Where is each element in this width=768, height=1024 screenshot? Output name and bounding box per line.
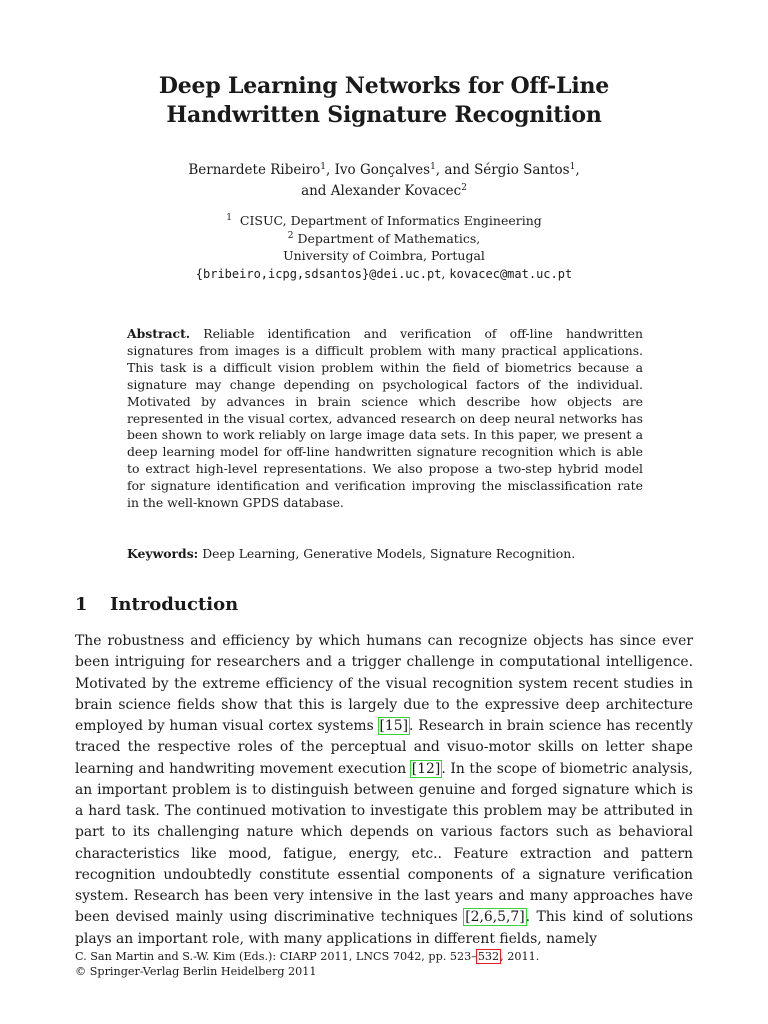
author-name: Ivo Gonçalves	[334, 162, 431, 178]
title-line-2: Handwritten Signature Recognition	[166, 102, 602, 128]
page-range-link[interactable]: 532	[477, 950, 500, 963]
keywords-text: Deep Learning, Generative Models, Signature Recognition.	[202, 546, 576, 561]
title-line-1: Deep Learning Networks for Off-Line	[158, 73, 610, 99]
affiliation-mark: 1	[320, 162, 326, 172]
abstract	[127, 326, 643, 512]
affiliation-mark: 1	[569, 162, 576, 172]
author-name: Alexander Kovacec	[330, 183, 462, 199]
citation-link[interactable]: [2,6,5,7]	[465, 909, 525, 926]
keywords	[127, 545, 643, 562]
abstract-label: Abstract.	[127, 326, 191, 341]
body-text: The robustness and efficiency by which humans can recognize objects has since ever been intriguing for researchers and a trigger challenge in computational intelligence. Motivated by the extreme efficiency of the visual recognition system recent studies in brain science fields show that this is largely due to the expressive deep architecture employed by human visual cortex systems [15]. Research in brain science has recently traced the respective roles of the perceptual and visuo-motor skills on letter shape learning and handwriting movement execution [12]. In the scope of biometric analysis, an important problem is to distinguish between genuine and forged signature which is a hard task. The continued motivation to investigate this problem may be attributed in part to its challenging nature which depends on various factors such as behavioral characteristics like mood, fatigue, energy, etc.. Feature extraction and pattern recognition undoubtedly constitute essential components of a signature verification system. Research has been very intensive in the last years and many approaches have been devised mainly using discriminative techniques [2,6,5,7]. This kind of solutions plays an important role, with many applications in different fields, namely	[75, 633, 694, 947]
author-list	[0, 160, 768, 202]
footer	[75, 950, 695, 979]
copyright: © Springer-Verlag Berlin Heidelberg 2011	[75, 964, 317, 978]
authors-line-2: and Alexander Kovacec$^2$	[301, 183, 467, 199]
affiliations	[0, 212, 768, 283]
author-name: Bernardete Ribeiro	[188, 162, 321, 178]
affiliation-mark: 2	[461, 183, 467, 193]
citation-link[interactable]: [12]	[411, 760, 441, 777]
authors-line-1: Bernardete Ribeiro$^1$, Ivo Gonçalves$^1$, and Sérgio Santos$^1$,	[188, 162, 580, 178]
author-name: Sérgio Santos	[474, 162, 570, 178]
section-heading	[75, 594, 238, 615]
citation-link[interactable]: [15]	[379, 718, 409, 734]
affiliation-1: $^1$ CISUC, Department of Informatics Engineering	[226, 213, 542, 228]
affiliation-3: University of Coimbra, Portugal	[283, 248, 485, 263]
section-title: Introduction	[110, 594, 239, 615]
paper-title	[0, 72, 768, 130]
footer-citation: C. San Martin and S.-W. Kim (Eds.): CIARP 2011, LNCS 7042, pp. 523–532, 2011.	[75, 950, 540, 963]
affiliation-2: $^2$ Department of Mathematics,	[287, 230, 481, 246]
keywords-label: Keywords:	[127, 546, 199, 561]
email-group: {bribeiro,icpg,sdsantos}@dei.uc.pt	[195, 266, 442, 281]
affiliation-mark: 1	[430, 162, 436, 172]
abstract-text: Reliable identification and verification of off-line handwritten signatures from images is a difficult problem with many practical applications. This task is a difficult vision problem within the field of biometrics because a signature may change depending on psychological factors of the individual. Motivated by advances in brain science which describe how objects are represented in the visual cortex, advanced research on deep neural networks has been shown to work reliably on large image data sets. In this paper, we present a deep learning model for off-line handwritten signature recognition which is able to extract high-level representations. We also propose a two-step hybrid model for signature identification and verification improving the misclassification rate in the well-known GPDS database.	[127, 326, 643, 511]
email-link: kovacec@mat.uc.pt	[449, 266, 573, 281]
section-number: 1	[75, 594, 88, 615]
author-emails: {bribeiro,icpg,sdsantos}@dei.uc.pt, kovacec@mat.uc.pt	[195, 265, 573, 281]
